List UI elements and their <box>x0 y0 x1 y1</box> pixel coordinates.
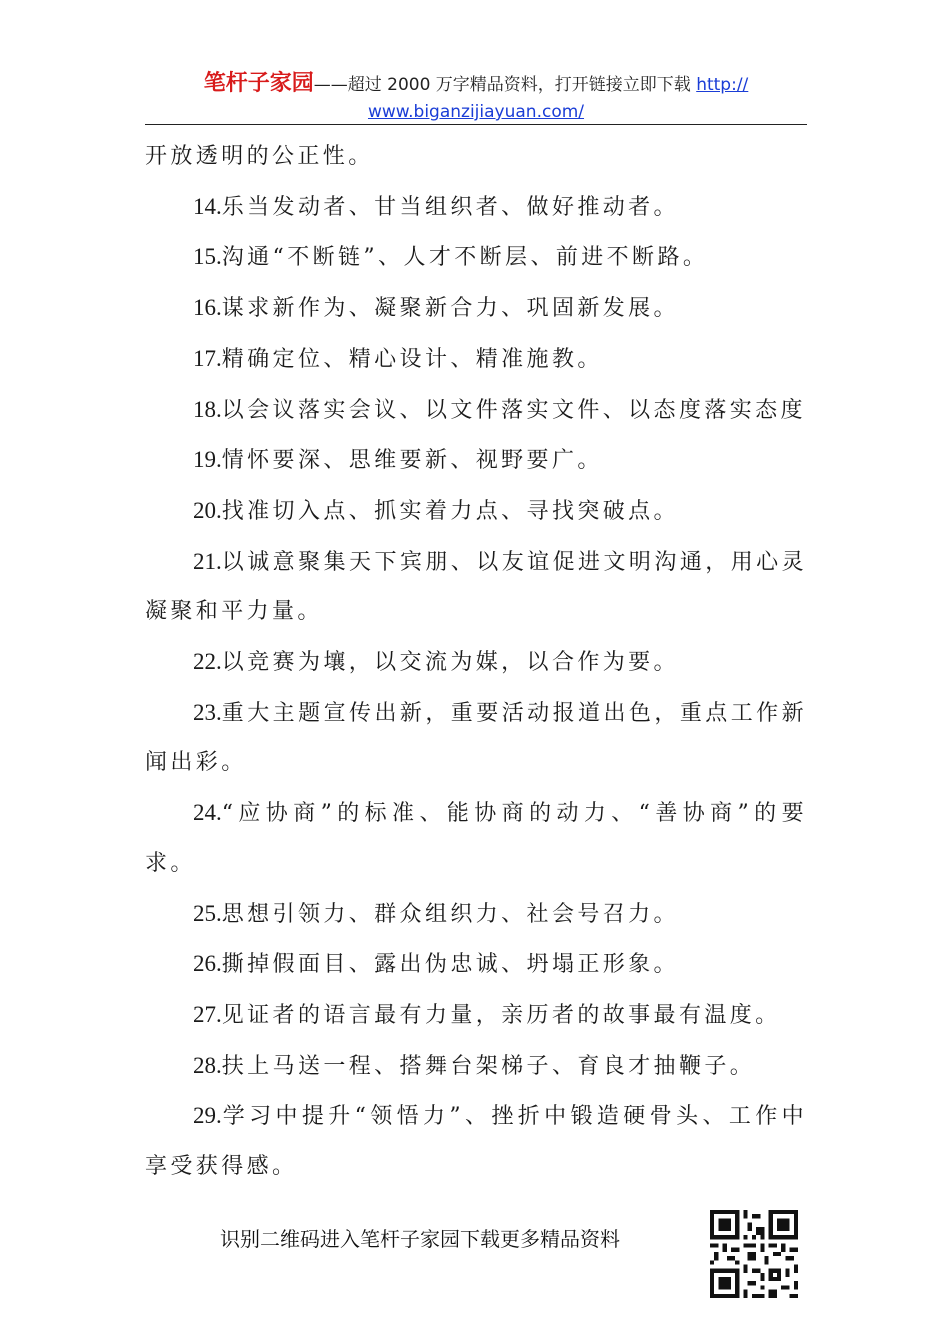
list-item: 19.情怀要深、思维要新、视野要广。 <box>193 447 603 474</box>
list-item: 28.扶上马送一程、搭舞台架梯子、育良才抽鞭子。 <box>193 1052 756 1079</box>
list-item: 27.见证者的语言最有力量，亲历者的故事最有温度。 <box>193 1001 781 1028</box>
paragraph-continuation: 开放透明的公正性。 <box>145 144 374 169</box>
footer-caption: 识别二维码进入笔杆子家园下载更多精品资料 <box>220 1227 620 1251</box>
qr-code-icon[interactable] <box>710 1210 798 1298</box>
list-item: 29.学习中提升“领悟力”、挫折中锻造硬骨头、工作中享受获得感。 <box>145 1103 807 1180</box>
page-header <box>145 70 807 126</box>
brand-name: 笔杆子家园 <box>203 71 314 96</box>
header-divider <box>145 124 807 125</box>
list-item: 15.沟通“不断链”、人才不断层、前进不断路。 <box>193 244 709 271</box>
list-item: 22.以竞赛为壤，以交流为媒，以合作为要。 <box>193 649 679 676</box>
header-line-2 <box>145 99 807 126</box>
list-item: 18.以会议落实会议、以文件落实文件、以态度落实态度 <box>193 396 806 423</box>
list-item: 23.重大主题宣传出新，重要活动报道出色，重点工作新闻出彩。 <box>145 699 807 776</box>
list-item: 21.以诚意聚集天下宾朋、以友谊促进文明沟通，用心灵凝聚和平力量。 <box>145 548 807 625</box>
list-item: 26.撕掉假面目、露出伪忠诚、坍塌正形象。 <box>193 951 679 978</box>
list-item: 16.谋求新作为、凝聚新合力、巩固新发展。 <box>193 295 679 322</box>
list-item: 24.“应协商”的标准、能协商的动力、“善协商”的要求。 <box>145 800 807 876</box>
list-item: 25.思想引领力、群众组织力、社会号召力。 <box>193 900 679 927</box>
download-link-part-2[interactable]: www.biganzijiayuan.com/ <box>367 102 585 122</box>
download-link-part-1[interactable]: http:// <box>696 75 749 95</box>
header-line-1 <box>145 70 807 99</box>
list-item: 20.找准切入点、抓实着力点、寻找突破点。 <box>193 497 679 524</box>
header-tagline: ——超过 2000 万字精品资料，打开链接立即下载 <box>313 75 697 95</box>
list-item: 17.精确定位、精心设计、精准施教。 <box>193 345 603 372</box>
list-item: 14.乐当发动者、甘当组织者、做好推动者。 <box>193 193 679 220</box>
document-body <box>145 132 807 1192</box>
